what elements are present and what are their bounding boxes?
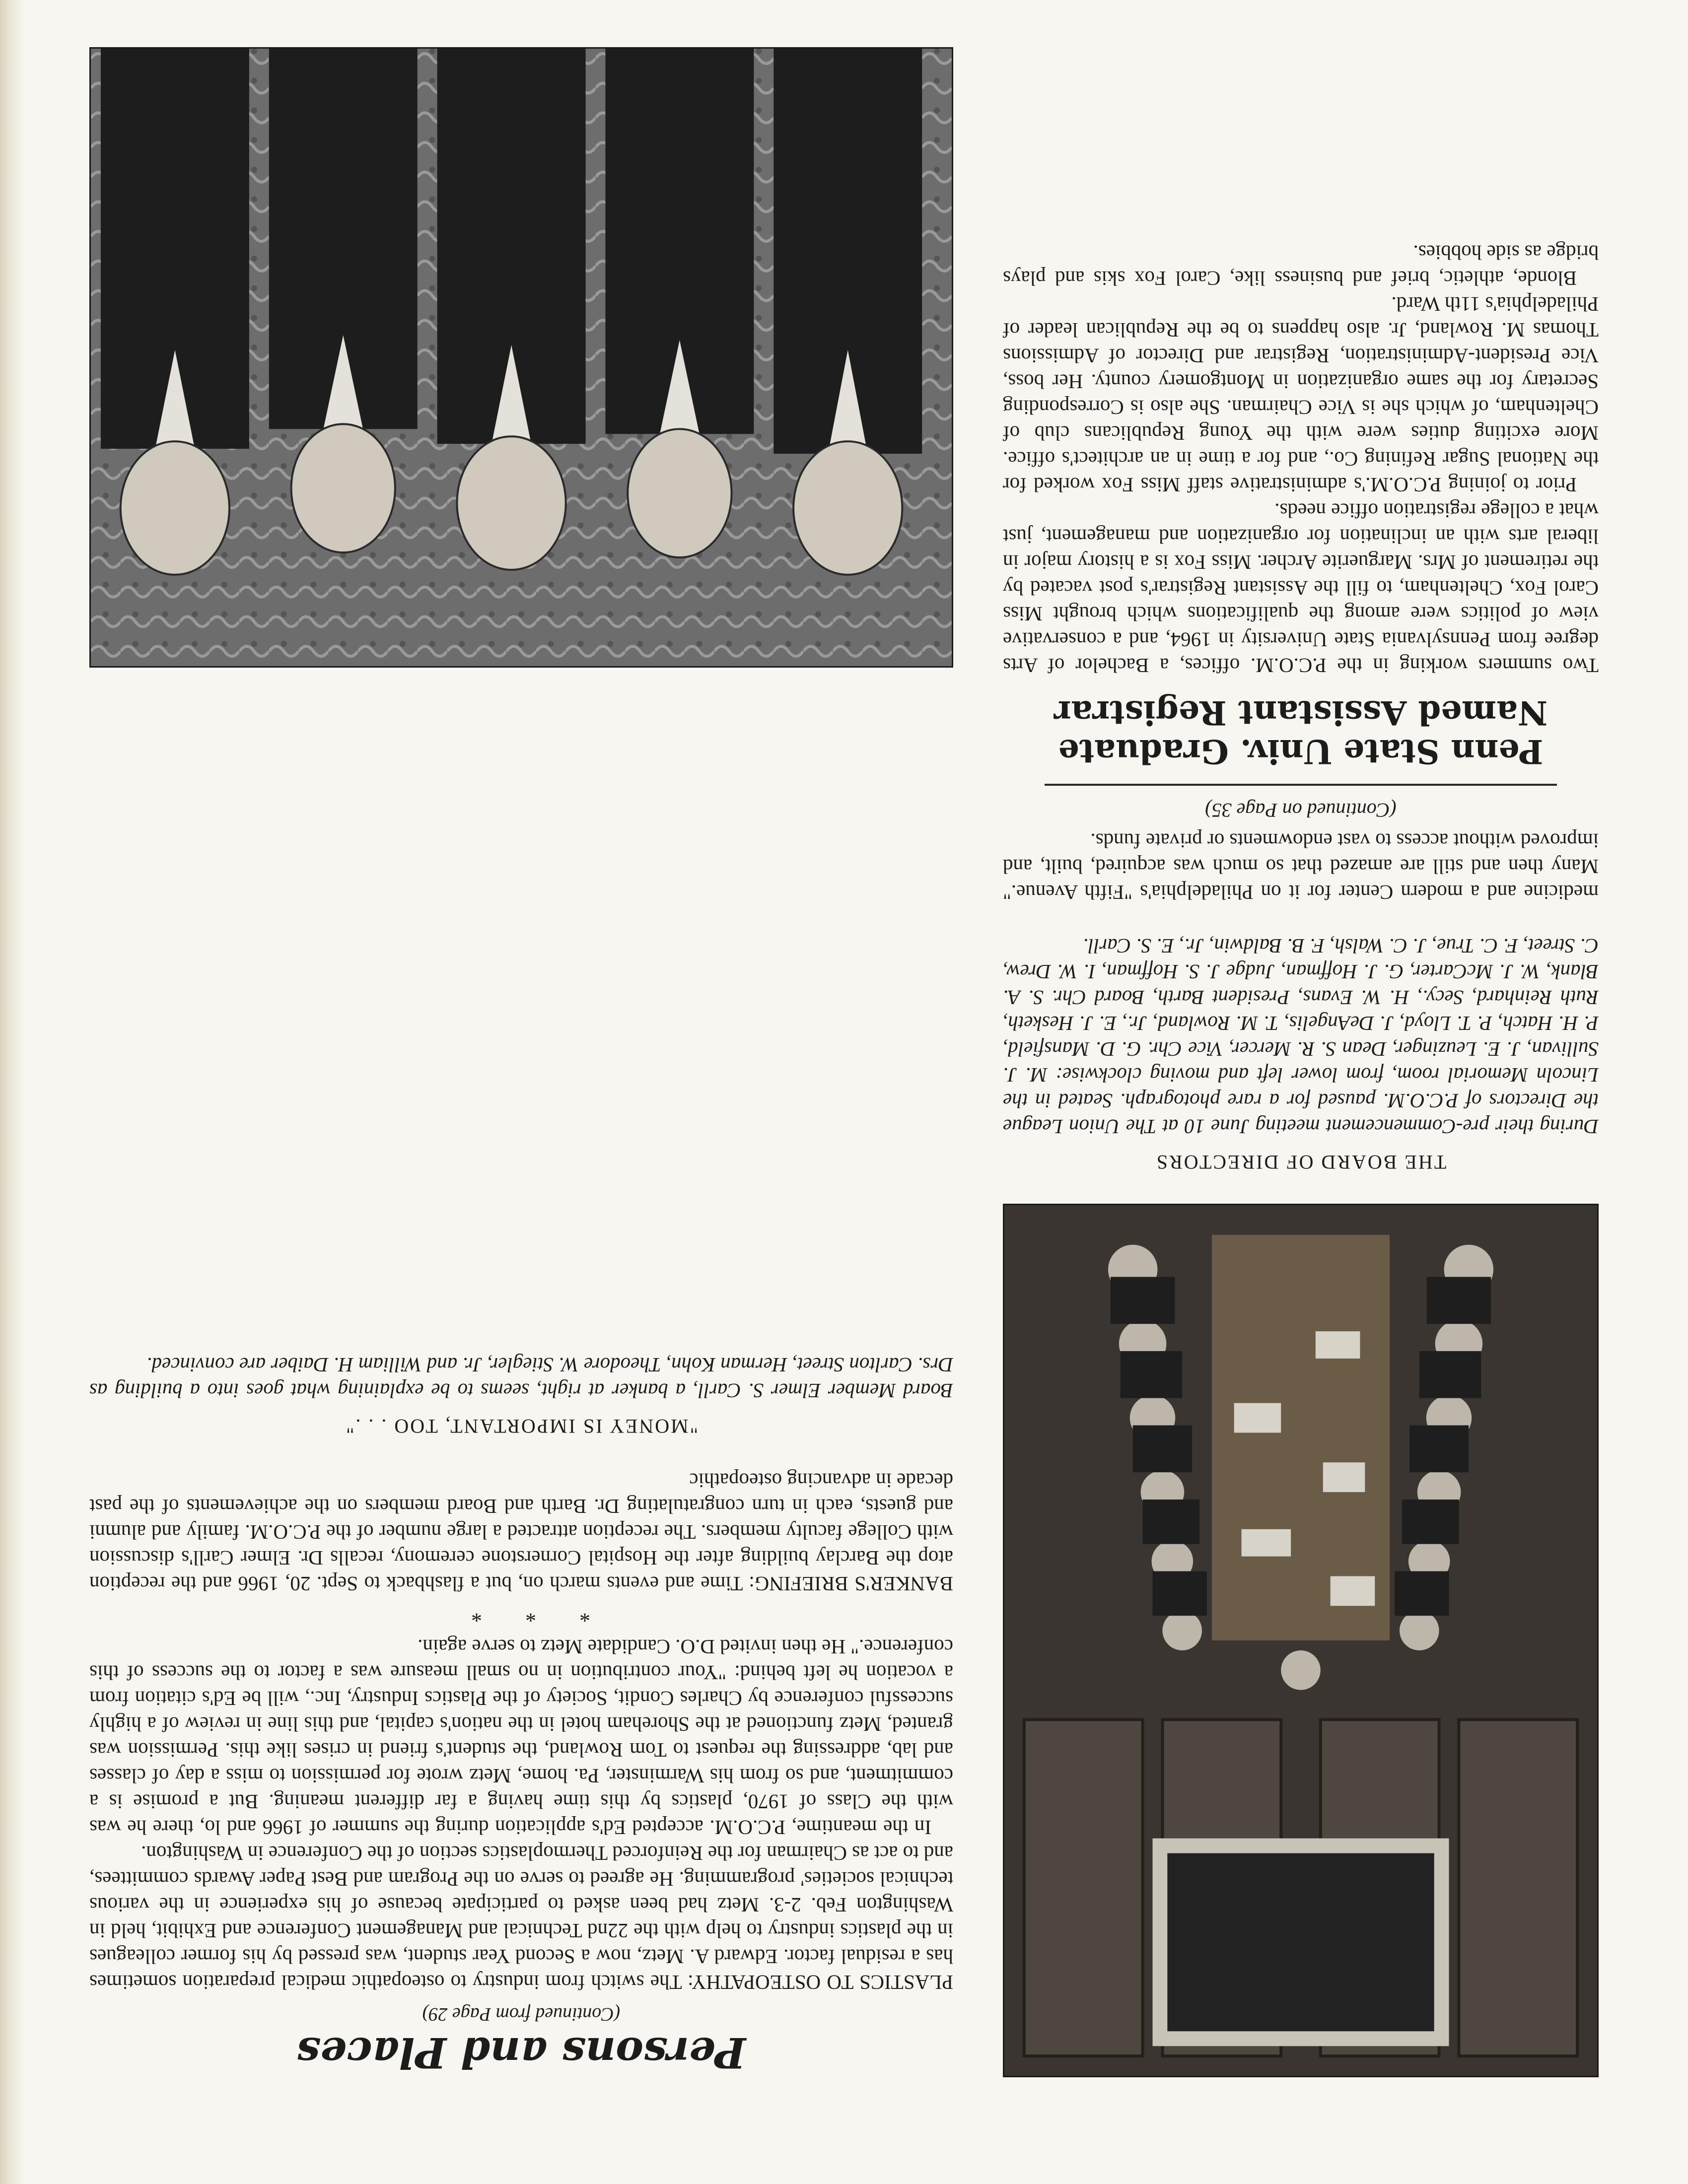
bankers-photo — [89, 47, 953, 668]
article-paragraph: Blonde, athletic, brief and business like, Carol Fox skis and plays bridge as side hobbies. — [1003, 241, 1599, 290]
board-caption-title: THE BOARD OF DIRECTORS — [1155, 1151, 1447, 1173]
section-rule — [1045, 784, 1557, 786]
page-number: 33 — [173, 153, 205, 188]
article-paragraph: Prior to joining P.C.O.M.'s administrative staff Miss Fox worked for the National Sugar Refining Co., and for a time in an architect's office. More exciting duties were with the Young Republicans club of Cheltenham, of which she is Vice Chairman. She also is Corresponding Secretary for the same organization in Montgomery county. Her boss, Vice President-Administration, Registrar and Director of Admissions Thomas M. Rowland, Jr. also happens to be the Republican leader of Philadelphia's 11th Ward. — [1003, 293, 1599, 496]
article-paragraph: PLASTICS TO OSTEOPATHY: The switch from industry to osteopathic medical preparation sometimes has a residual factor. Edward A. Metz, now a Second Year student, was pressed by his former colleagues in the plastics industry to help with the 22nd Technical and Management Conference and Exhibit, held in Washington Feb. 2-3. Metz had been asked to participate because of his experience in the various technical societies' programming. He agreed to serve on the Program and Best Paper Awards committees, and to act as Chairman for the Reinforced Thermoplastics section of the Conference in Washington. — [89, 1842, 953, 1994]
binding-edge — [0, 0, 24, 2184]
photo-caption: Board Member Elmer S. Carll, a banker at right, seems to be explaining what goes into a building as Drs. Carlton Street, Herman Kohn, Theodore W. Stiegler, Jr. and William H. Daiber are convinced. — [89, 1354, 953, 1402]
continued-on-note: (Continued on Page 35) — [1205, 799, 1397, 821]
article-headline: Penn State Univ. Graduate Named Assistant Registrar — [1054, 693, 1548, 771]
continued-from-note: (Continued from Page 29) — [422, 2004, 621, 2025]
board-of-directors-photo — [1003, 1204, 1599, 2077]
board-caption: During their pre-Commencement meeting June 10 at The Union League the Directors of P.C.O.M. paused for a rare photograph. Seated in the Lincoln Memorial room, from lower left and moving clockwise: M. J. Sullivan, J. E. Leuzinger, Dean S. R. Mercer, Vice Chr. G. D. Mansfield, P. H. Hatch, P. T. Lloyd, J. DeAngelis, T. M. Rowland, Jr., E. J. Hesketh, Ruth Reinhard, Secy., H. W. Evans, President Barth, Board Chr. S. A. Blank, W. J. McCarter, G. J. Hoffman, Judge J. S. Hoffman, I. W. Drew, C. Street, F. C. True, J. C. Walsh, F. B. Baldwin, Jr., E. S. Carll. — [1003, 935, 1599, 1138]
article-paragraph: BANKER'S BRIEFING: Time and events march on, but a flashback to Sept. 20, 1966 and the reception atop the Barclay building after the Hospital Cornerstone ceremony, recalls Dr. Elmer Carll's discussion with College faculty members. The reception attracted a large number of the P.C.O.M. family and alumni and guests, each in turn congratulating Dr. Barth and Board members on the achievements of the past decade in advancing osteopathic — [89, 1469, 953, 1595]
continued-paragraph: medicine and a modern Center for it on Philadelphia's "Fifth Avenue." Many then and still are amazed that so much was acquired, built, and improved without access to vast endowments or private funds. — [1003, 829, 1599, 904]
photo-caption-title: "MONEY IS IMPORTANT, TOO . . ." — [345, 1415, 698, 1437]
left-column — [89, 1352, 953, 2077]
section-separator: * * * — [452, 1602, 590, 1627]
right-column — [1003, 240, 1599, 1174]
article-paragraph: In the meantime, P.C.O.M. accepted Ed's application during the summer of 1966 and lo, there he was with the Class of 1970, plastics by this time having a far different meaning. But a promise is a commitment, and so from his Warminster, Pa. home, Metz wrote for permission to miss a day of classes and lab, addressing the request to Tom Rowland, the student's friend in crises like this. Permission was granted, Metz functioned at the Shoreham hotel in the nation's capital, and this line in review of a highly successful conference by Charles Condit, Society of the Plastics Industry, Inc., will be Ed's citation from a vocation he left behind: "Your contribution in no small measure was a factor to the success of this conference." He then invited D.O. Candidate Metz to serve again. — [89, 1636, 953, 1839]
article-paragraph: Two summers working in the P.C.O.M. offices, a Bachelor of Arts degree from Pennsylvania State University in 1964, and a conservative view of politics were among the qualifications which brought Miss Carol Fox, Cheltenham, to fill the Assistant Registrar's post vacated by the retirement of Mrs. Marguerite Archer. Miss Fox is a history major in liberal arts with an inclination for organization and management, just what a college registration office needs. — [1003, 499, 1599, 677]
section-title: Persons and Places — [296, 2028, 746, 2077]
